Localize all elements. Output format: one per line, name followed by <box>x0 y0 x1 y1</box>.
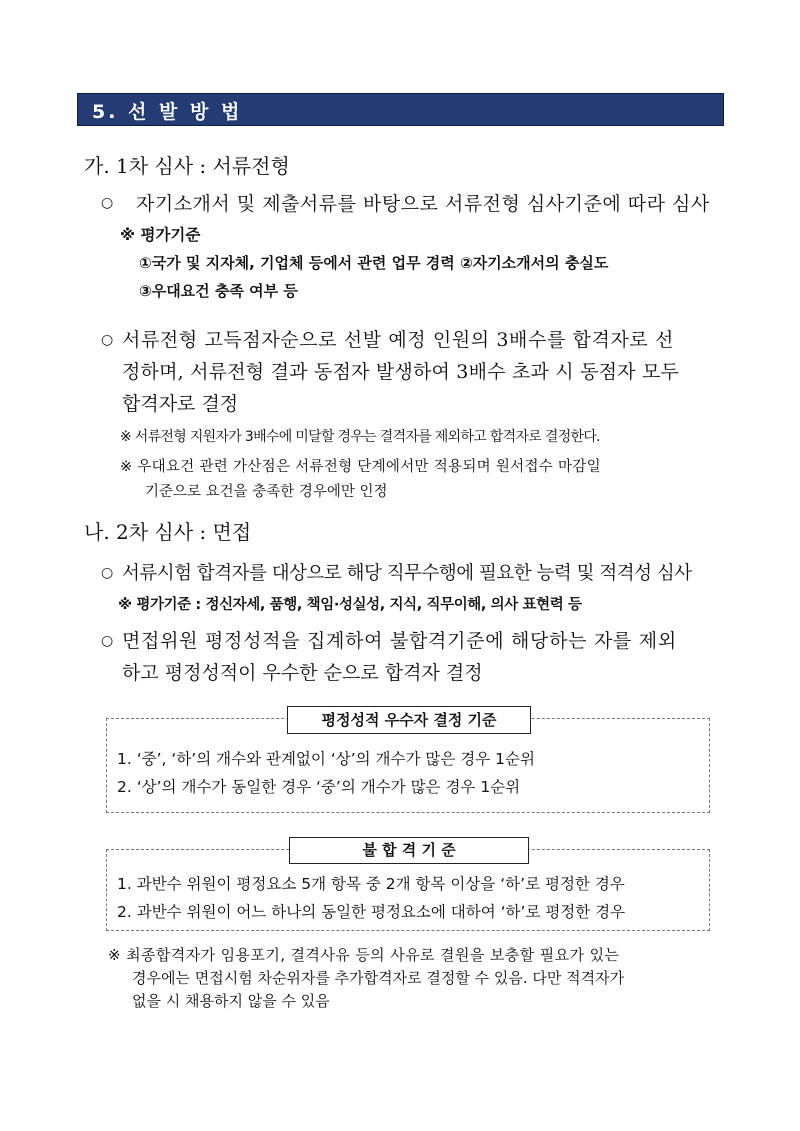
stage1-heading: 가. 1차 심사 : 서류전형 <box>84 154 290 178</box>
stage1-criteria-line2: ③우대요건 충족 여부 등 <box>139 282 298 300</box>
stage1-note2-line: 기준으로 요건을 충족한 경우에만 인정 <box>145 484 388 500</box>
excellent-criteria-title: 평정성적 우수자 결정 기준 <box>287 706 531 734</box>
stage2-heading: 나. 2차 심사 : 면접 <box>84 520 252 544</box>
stage1-item1: 자기소개서 및 제출서류를 바탕으로 서류전형 심사기준에 따라 심사 <box>136 193 710 215</box>
stage2-item2-line: 하고 평정성적이 우수한 순으로 합격자 결정 <box>122 662 483 684</box>
final-note-line: ※ 최종합격자가 임용포기, 결격사유 등의 사유로 결원을 보충할 필요가 있는 <box>108 946 620 964</box>
final-note-line: 경우에는 면접시험 차순위자를 추가합격자로 결정할 수 있음. 다만 적격자가 <box>132 969 625 987</box>
fail-criteria-line: 1. 과반수 위원이 평정요소 5개 항목 중 2개 항목 이상을 ‘하’로 평정한 경우 <box>117 875 625 893</box>
stage1-criteria-label: ※ 평가기준 <box>120 226 201 244</box>
excellent-criteria-line: 1. ‘중’, ‘하’의 개수와 관계없이 ‘상’의 개수가 많은 경우 1순위 <box>117 750 535 768</box>
stage2-item2-line: 면접위원 평정성적을 집계하여 불합격기준에 해당하는 자를 제외 <box>122 630 677 652</box>
stage2-item1: 서류시험 합격자를 대상으로 해당 직무수행에 필요한 능력 및 적격성 심사 <box>122 563 692 584</box>
section-header-bar <box>77 93 724 126</box>
stage1-item2-line: 합격자로 결정 <box>122 393 239 415</box>
stage1-item2-line: 정하며, 서류전형 결과 동점자 발생하여 3배수 초과 시 동점자 모두 <box>122 361 680 383</box>
stage1-note1: ※ 서류전형 지원자가 3배수에 미달할 경우는 결격자를 제외하고 합격자로 결정한다. <box>120 429 600 445</box>
bullet-circle-icon: ○ <box>101 195 114 211</box>
bullet-circle-icon: ○ <box>101 565 114 581</box>
stage1-criteria-line1: ①국가 및 지자체, 기업체 등에서 관련 업무 경력 ②자기소개서의 충실도 <box>139 254 609 272</box>
fail-criteria-title: 불 합 격 기 준 <box>289 837 529 864</box>
final-note-line: 없을 시 채용하지 않을 수 있음 <box>132 992 330 1010</box>
section-title: 5. 선 발 방 법 <box>92 101 243 123</box>
stage2-criteria: ※ 평가기준 : 정신자세, 품행, 책임·성실성, 지식, 직무이해, 의사 표현력 등 <box>118 597 582 613</box>
bullet-circle-icon: ○ <box>101 332 114 348</box>
bullet-circle-icon: ○ <box>101 633 114 649</box>
stage1-item2-line: 서류전형 고득점자순으로 선발 예정 인원의 3배수를 합격자로 선 <box>122 329 674 351</box>
excellent-criteria-line: 2. ‘상’의 개수가 동일한 경우 ‘중’의 개수가 많은 경우 1순위 <box>117 778 521 796</box>
fail-criteria-line: 2. 과반수 위원이 어느 하나의 동일한 평정요소에 대하여 ‘하’로 평정한 경우 <box>117 903 626 921</box>
stage1-note2-line: ※ 우대요건 관련 가산점은 서류전형 단계에서만 적용되며 원서접수 마감일 <box>120 459 601 475</box>
